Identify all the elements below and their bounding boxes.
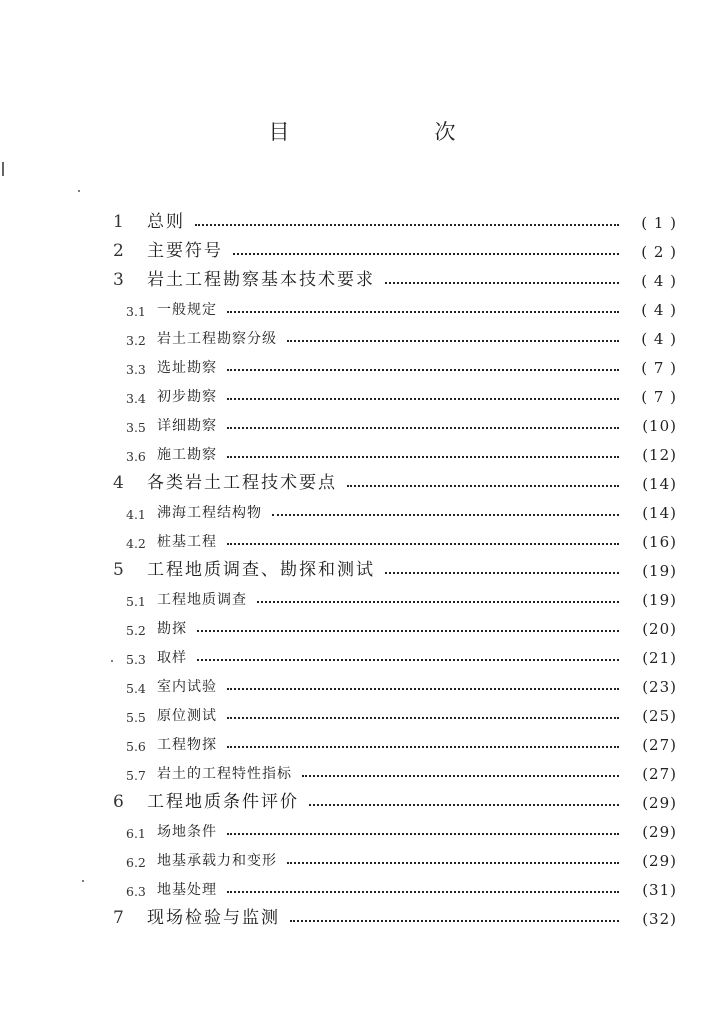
toc-entry-number: 7 — [113, 908, 124, 928]
toc-dot-leader — [227, 543, 619, 545]
toc-page-number: (19) — [642, 591, 677, 609]
toc-page-number: ( 7 ) — [641, 359, 677, 377]
toc-section-entry[interactable] — [113, 609, 677, 638]
toc-entry-title: 工程物探 — [157, 737, 217, 753]
toc-entry-title: 各类岩土工程技术要点 — [147, 473, 337, 493]
toc-dot-leader — [385, 572, 619, 574]
toc-section-entry[interactable] — [113, 435, 677, 464]
toc-entry-number: 5.7 — [126, 768, 146, 783]
toc-dot-leader — [227, 456, 619, 458]
toc-entry-number: 5.1 — [126, 594, 146, 609]
toc-dot-leader — [233, 253, 619, 255]
toc-dot-leader — [227, 369, 619, 371]
toc-entry-number: 2 — [113, 241, 124, 261]
toc-page-number: (27) — [642, 736, 677, 754]
toc-entry-number: 3.3 — [126, 362, 146, 377]
toc-dot-leader — [302, 775, 619, 777]
toc-dot-leader — [227, 833, 619, 835]
toc-entry-title: 主要符号 — [147, 241, 223, 261]
toc-page-number: (32) — [642, 910, 677, 928]
toc-entry-title: 地基处理 — [157, 882, 217, 898]
toc-entry-title: 工程地质调查、勘探和测试 — [147, 560, 375, 580]
toc-chapter-entry[interactable] — [113, 261, 677, 290]
toc-entry-title: 地基承载力和变形 — [157, 853, 277, 869]
toc-dot-leader — [227, 717, 619, 719]
toc-page-number: (16) — [642, 533, 677, 551]
toc-dot-leader — [257, 601, 619, 603]
toc-page-number: ( 1 ) — [641, 214, 677, 232]
toc-entry-title: 详细勘察 — [157, 418, 217, 434]
toc-entry-number: 4.1 — [126, 507, 146, 522]
toc-page-number: (14) — [642, 475, 677, 493]
toc-dot-leader — [227, 311, 619, 313]
toc-entry-number: 5.2 — [126, 623, 146, 638]
toc-entry-title: 室内试验 — [157, 679, 217, 695]
toc-section-entry[interactable] — [113, 522, 677, 551]
toc-entry-number: 5.5 — [126, 710, 146, 725]
toc-entry-title: 初步勘察 — [157, 389, 217, 405]
toc-entry-number: 4 — [113, 473, 124, 493]
toc-dot-leader — [272, 514, 619, 516]
toc-entry-number: 3.4 — [126, 391, 146, 406]
toc-dot-leader — [227, 891, 619, 893]
toc-entry-title: 现场检验与监测 — [147, 908, 280, 928]
toc-chapter-entry[interactable] — [113, 203, 677, 232]
toc-page-number: ( 4 ) — [641, 272, 677, 290]
toc-section-entry[interactable] — [113, 754, 677, 783]
toc-dot-leader — [290, 920, 619, 922]
toc-section-entry[interactable] — [113, 377, 677, 406]
toc-entry-title: 岩土工程勘察基本技术要求 — [147, 270, 375, 290]
toc-dot-leader — [227, 688, 619, 690]
toc-dot-leader — [385, 282, 619, 284]
toc-entry-number: 5.3 — [126, 652, 146, 667]
toc-page-number: (27) — [642, 765, 677, 783]
toc-entry-title: 一般规定 — [157, 302, 217, 318]
toc-entry-title: 岩土的工程特性指标 — [157, 766, 292, 782]
toc-entry-title: 勘探 — [157, 621, 187, 637]
toc-dot-leader — [227, 398, 619, 400]
toc-entry-number: 1 — [113, 212, 124, 232]
toc-page-number: (31) — [642, 881, 677, 899]
toc-section-entry[interactable] — [113, 696, 677, 725]
toc-entry-title: 选址勘察 — [157, 360, 217, 376]
toc-section-entry[interactable] — [113, 667, 677, 696]
toc-page-number: (29) — [642, 794, 677, 812]
toc-entry-number: 4.2 — [126, 536, 146, 551]
toc-chapter-entry[interactable] — [113, 232, 677, 261]
toc-entry-number: 6.1 — [126, 826, 146, 841]
toc-entry-title: 施工勘察 — [157, 447, 217, 463]
toc-entry-title: 工程地质条件评价 — [147, 792, 299, 812]
toc-chapter-entry[interactable] — [113, 551, 677, 580]
scan-speck — [78, 190, 80, 192]
toc-dot-leader — [195, 224, 619, 226]
toc-entry-title: 场地条件 — [157, 824, 217, 840]
toc-dot-leader — [287, 862, 619, 864]
toc-page-number: (29) — [642, 852, 677, 870]
toc-section-entry[interactable] — [113, 580, 677, 609]
toc-section-entry[interactable] — [113, 406, 677, 435]
toc-dot-leader — [197, 659, 619, 661]
toc-page-number: ( 4 ) — [641, 301, 677, 319]
toc-page-number: (19) — [642, 562, 677, 580]
toc-section-entry[interactable] — [113, 348, 677, 377]
toc-entry-number: 3.6 — [126, 449, 146, 464]
toc-section-entry[interactable] — [113, 638, 677, 667]
scan-speck — [82, 880, 84, 882]
toc-entry-number: 6.3 — [126, 884, 146, 899]
toc-entry-number: 5.4 — [126, 681, 146, 696]
toc-chapter-entry[interactable] — [113, 783, 677, 812]
toc-entry-number: 6.2 — [126, 855, 146, 870]
toc-page-number: (29) — [642, 823, 677, 841]
toc-page-number: (21) — [642, 649, 677, 667]
toc-entry-title: 岩土工程勘察分级 — [157, 331, 277, 347]
toc-entry-number: 6 — [113, 792, 124, 812]
toc-page-number: (25) — [642, 707, 677, 725]
toc-section-entry[interactable] — [113, 319, 677, 348]
toc-section-entry[interactable] — [113, 870, 677, 899]
toc-page-number: (10) — [642, 417, 677, 435]
toc-section-entry[interactable] — [113, 290, 677, 319]
toc-dot-leader — [227, 427, 619, 429]
table-of-contents — [113, 203, 677, 928]
page-title: 目 次 — [268, 120, 518, 144]
toc-page-number: ( 2 ) — [641, 243, 677, 261]
toc-page-number: (20) — [642, 620, 677, 638]
toc-dot-leader — [287, 340, 619, 342]
toc-page-number: ( 7 ) — [641, 388, 677, 406]
scan-edge-mark — [2, 162, 4, 176]
toc-entry-number: 5.6 — [126, 739, 146, 754]
toc-entry-title: 桩基工程 — [157, 534, 217, 550]
toc-section-entry[interactable] — [113, 812, 677, 841]
toc-page-number: (12) — [642, 446, 677, 464]
toc-entry-number: 3.5 — [126, 420, 146, 435]
toc-chapter-entry[interactable] — [113, 464, 677, 493]
toc-entry-title: 工程地质调查 — [157, 592, 247, 608]
toc-entry-title: 沸海工程结构物 — [157, 505, 262, 521]
toc-page-number: (14) — [642, 504, 677, 522]
toc-dot-leader — [347, 485, 619, 487]
toc-entry-number: 3.2 — [126, 333, 146, 348]
toc-entry-title: 原位测试 — [157, 708, 217, 724]
toc-dot-leader — [197, 630, 619, 632]
toc-section-entry[interactable] — [113, 493, 677, 522]
toc-page-number: ( 4 ) — [641, 330, 677, 348]
toc-dot-leader — [227, 746, 619, 748]
toc-entry-number: 5 — [113, 560, 124, 580]
toc-entry-number: 3.1 — [126, 304, 146, 319]
toc-entry-number: 3 — [113, 270, 124, 290]
toc-entry-title: 取样 — [157, 650, 187, 666]
toc-page-number: (23) — [642, 678, 677, 696]
toc-chapter-entry[interactable] — [113, 899, 677, 928]
toc-entry-title: 总则 — [147, 212, 185, 232]
toc-section-entry[interactable] — [113, 841, 677, 870]
toc-section-entry[interactable] — [113, 725, 677, 754]
toc-dot-leader — [309, 804, 619, 806]
